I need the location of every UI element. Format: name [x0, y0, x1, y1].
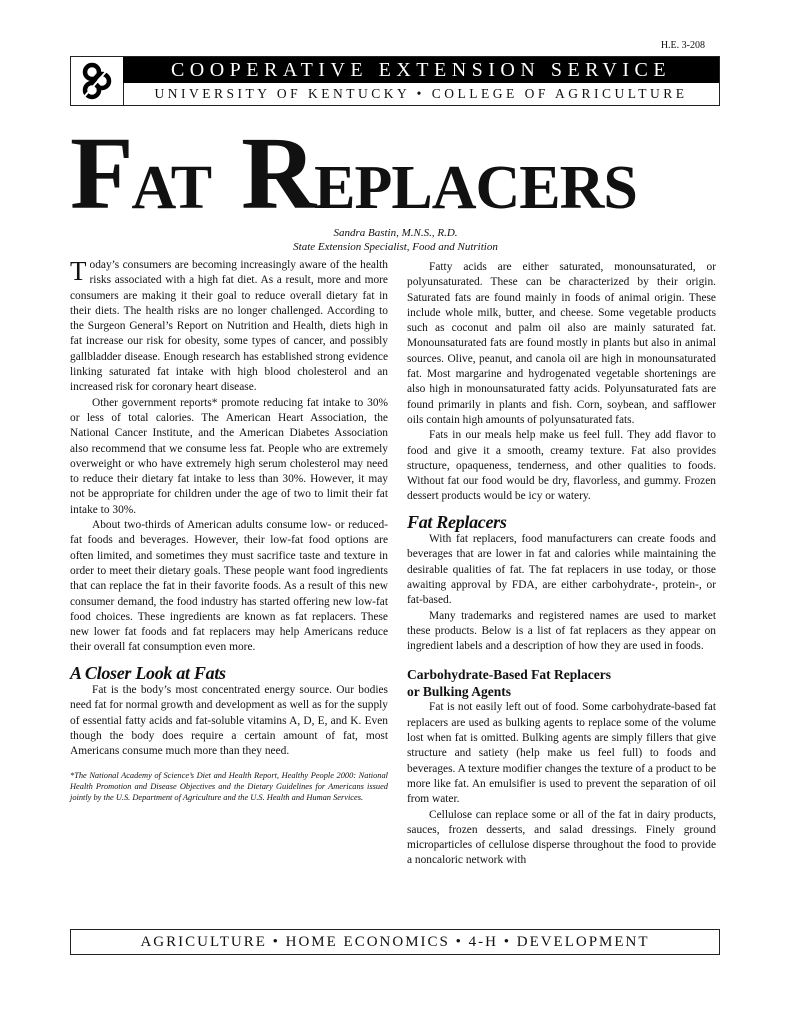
section-heading: Fat Replacers	[407, 511, 507, 532]
university-name: UNIVERSITY OF KENTUCKY • COLLEGE OF AGRICULTURE	[154, 86, 688, 101]
paragraph: Cellulose can replace some or all of the fat in dairy products, sauces, frozen desserts, and salad dressings. Finely ground microparticles of cellulose disperse throughout the food to provide a noncaloric network with	[407, 808, 716, 867]
footer-banner: AGRICULTURE • HOME ECONOMICS • 4-H • DEVELOPMENT	[70, 929, 720, 955]
title-rest-1: AT	[131, 154, 212, 222]
subsection-heading: Carbohydrate-Based Fat Replacers or Bulking Agents	[407, 667, 611, 700]
paragraph: About two-thirds of American adults consume low- or reduced-fat foods and beverages. However, their low-fat food options are often limited, and sometimes they must sacrifice taste and texture in order to meet their dietary goals. These people want food ingredients that can replace the fat in their favorite foods. As a result of this new consumer demand, the food industry has started offering new low-fat food choices. These ingredients are known as fat replacers. These new lower fat foods and fat replacers may help Americans reduce their overall fat consumption even more.	[70, 519, 388, 654]
document-code: H.E. 3-208	[660, 40, 705, 51]
left-column	[70, 258, 388, 803]
byline	[0, 226, 791, 254]
title-rest-2: EPLACERS	[314, 154, 637, 222]
title-cap-2: R	[241, 116, 315, 231]
footnote: *The National Academy of Science’s Diet and Health Report, Healthy People 2000: National Health Promotion and Disease Objectives and the Dietary Guidelines for Americans issued jointly by the U.S. Department of Agriculture and the U.S. Health and Human Services.	[70, 770, 388, 802]
cooperative-extension-logo-icon	[71, 57, 124, 105]
right-column	[407, 260, 716, 869]
page-title	[70, 116, 637, 231]
masthead	[70, 56, 720, 106]
author-role: State Extension Specialist, Food and Nutrition	[293, 241, 498, 253]
intro-paragraph: Today’s consumers are becoming increasingly aware of the health risks associated with a high fat diet. As a result, more and more consumers are making it their goal to reduce overall dietary fat in their diets. The health risks are no longer challenged. According to the Surgeon General’s Report on Nutrition and Health, diets high in fat increase our risk for obesity, some types of cancer, and possibly gallbladder disease. Enough research has established strong evidence linking saturated fat intake with high blood cholesterol and an increased risk for coronary heart disease.	[70, 256, 388, 394]
title-cap-1: F	[70, 116, 132, 231]
section-heading: A Closer Look at Fats	[70, 662, 226, 683]
paragraph: Fats in our meals help make us feel full. They add flavor to food and give it a smooth, creamy texture. Fat also provides structure, opaqueness, tenderness, and other qualities to foods. Without fat our food would be dry, flavorless, and gummy. Frozen dessert products would be icy or watery.	[407, 429, 716, 503]
drop-cap: T	[70, 256, 87, 286]
paragraph: Fat is not easily left out of food. Some carbohydrate-based fat replacers are used as bulking agents to replace some of the volume lost when fat is omitted. Bulking agents are simply fillers that give structure and satiety (help make us feel full) to foods and beverages. A texture modifier changes the texture of a product to be more like fat. An emulsifier is used to prevent the separation of oil from water.	[407, 701, 716, 806]
service-name: COOPERATIVE EXTENSION SERVICE	[123, 57, 719, 83]
paragraph: With fat replacers, food manufacturers can create foods and beverages that are lower in fat and calories while maintaining the desirable qualities of fat. The fat replacers in use today, or those awaiting approval by FDA, are either carbohydrate-, protein-, or fat-based.	[407, 533, 716, 607]
paragraph: Many trademarks and registered names are used to market these products. Below is a list of fat replacers as they appear on ingredient labels and a description of how they are used in foods.	[407, 609, 716, 653]
paragraph: Other government reports* promote reducing fat intake to 30% or less of total calories. The American Heart Association, the National Cancer Institute, and the American Diabetes Association also recommend that we consume less fat. People who are extremely overweight or who have extremely high serum cholesterol may need to reduce their dietary fat intake to less than 30%. However, it may not be appropriate for children under the age of two to limit their fat intake to 30%.	[70, 396, 388, 516]
paragraph: Fatty acids are either saturated, monounsaturated, or polyunsaturated. These can be characterized by their origin. Saturated fats are found mainly in foods of animal origin. These include whole milk, butter, and cheese. Some vegetable products such as coconut and palm oil also are mainly saturated fat. Monounsaturated fats are found mostly in plants but also in animal sources. Olive, peanut, and canola oil are high in monounsaturated fat. Most margarine and hydrogenated vegetable shortenings are also high in monounsaturated fatty acids. Polyunsaturated fats are found primarily in plants and fish. Corn, soybean, and safflower oils contain high amounts of polyunsaturated fats.	[407, 261, 716, 426]
author-name: Sandra Bastin, M.N.S., R.D.	[333, 227, 458, 239]
paragraph: Fat is the body’s most concentrated energy source. Our bodies need fat for normal growth and development as well as for the supply of essential fatty acids and fat-soluble vitamins A, D, E, and K. Even though the body does require a certain amount of fat, most Americans consume much more than they need.	[70, 684, 388, 758]
